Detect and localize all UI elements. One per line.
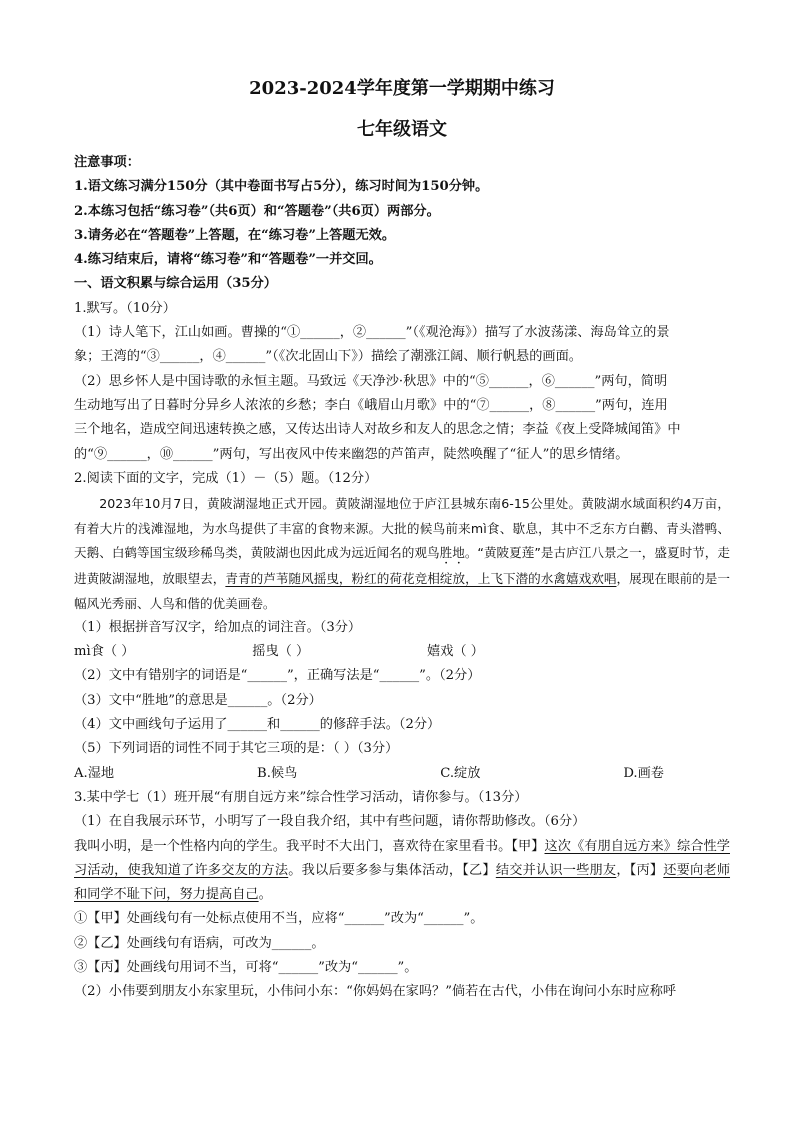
intro-text: ，【丙】	[616, 862, 664, 878]
self-introduction	[74, 835, 730, 908]
notes-item: 2.本练习包括“练习卷”（共6页）和“答题卷”（共6页）两部分。	[74, 203, 440, 219]
passage-underlined-sentence: 青青的芦苇随风摇曳，粉红的荷花竞相绽放，上飞下潜的水禽嬉戏欢唱	[225, 571, 617, 587]
section-heading: 一、语文积累与综合运用（35分）	[74, 276, 277, 292]
fix-item: ②【乙】处画线句有语病，可改为______。	[74, 935, 325, 951]
notes-item: 3.请务必在“答题卷”上答题，在“练习卷”上答题无效。	[74, 227, 396, 243]
pinyin-item: 嬉戏（ ）	[427, 644, 484, 660]
sub-question: （2）小伟要到朋友小东家里玩，小伟问小东：“你妈妈在家吗？”倘若在古代，小伟在询问小东时应称呼	[74, 984, 677, 1000]
passage-text: 。“黄陂夏莲”是古庐江八景之一，盛夏时节，走进黄陂湖湿地，放眼望去，	[74, 545, 731, 587]
question-stem: 2.阅读下面的文字，完成（1）－（5）题。（12分）	[74, 470, 378, 486]
question-stem: 3.某中学七（1）班开展“有朋自远方来”综合性学习活动，请你参与。（13分）	[74, 789, 528, 805]
reading-passage	[74, 492, 730, 616]
intro-text: 。	[258, 887, 272, 903]
notes-heading: 注意事项：	[74, 155, 140, 170]
answer-options	[74, 762, 664, 786]
notes-item: 4.练习结束后，请将“练习卷”和“答题卷”一并交回。	[74, 252, 382, 268]
option-a: A.湿地	[74, 765, 115, 781]
sub-question: （4）文中画线句子运用了______和______的修辞手法。（2分）	[74, 717, 441, 733]
pinyin-item: mì食（ ）	[74, 644, 135, 660]
intro-underlined-bing: 还要向老师和同学不耻下问，努力提高自己	[74, 862, 731, 903]
fix-item: ①【甲】处画线句有一处标点使用不当，应将“______”改为“______”。	[74, 911, 484, 927]
pinyin-item: 摇曳（ ）	[252, 644, 310, 660]
notes-block	[74, 151, 730, 272]
passage-dotted-word: 胜地	[439, 545, 465, 561]
passage-text: 2023年10月7日，黄陂湖湿地正式开园。黄陂湖湿地位于庐江县城东南6-15公里处。黄陂湖水域面积约4万亩，有着大片的浅滩湿地，为水鸟提供了丰富的食物来源。大批的候鸟前来mì食、歇息，其中不乏东方白鹳、青头潜鸭、天鹅、白鹤等国宝级珍稀鸟类，黄陂湖也因此成为远近闻名的观鸟	[74, 496, 730, 561]
question-text-line: 三个地名，造成空间迅速转换之感，又传达出诗人对故乡和友人的思念之情；李益《夜上受降城闻笛》中	[74, 422, 681, 438]
question-text-line: 生动地写出了日暮时分异乡人浓浓的乡愁；李白《峨眉山月歌》中的“⑦______，⑧______”两句，连用	[74, 397, 668, 413]
intro-text: 。我以后要多参与集体活动，【乙】	[288, 862, 496, 878]
question-text-line: （2）思乡怀人是中国诗歌的永恒主题。马致远《天净沙·秋思》中的“⑤______，⑥______”两句，简明	[74, 373, 668, 389]
intro-text: 我叫小明，是一个性格内向的学生。我平时不大出门，喜欢待在家里看书。【甲】	[74, 838, 545, 854]
sub-question: （2）文中有错别字的词语是“______”，正确写法是“______”。（2分）	[74, 668, 481, 684]
sub-question: （5）下列词语的词性不同于其它三项的是：（ ）（3分）	[74, 741, 399, 757]
passage-text: ，展现在眼前的是一幅风光秀丽、人鸟和偕的优美画卷。	[74, 571, 731, 611]
fix-item: ③【丙】处画线句用词不当，可将“______”改为“______”。	[74, 960, 418, 976]
sub-question: （3）文中“胜地”的意思是______。（2分）	[74, 692, 322, 708]
intro-underlined-jia: 这次《有朋自远方来》综合性学习活动，使我知道了许多交友的方法	[74, 838, 730, 878]
question-3	[74, 786, 730, 1005]
page-subtitle: 七年级语文	[357, 119, 447, 140]
option-b: B.候鸟	[257, 765, 298, 781]
page-title: 2023-2024学年度第一学期期中练习	[249, 78, 555, 99]
question-stem: 1.默写。（10分）	[74, 300, 176, 316]
question-text-line: 象；王湾的“③______，④______”（《次北固山下》）描绘了潮涨江阔、顺行帆悬的画面。	[74, 349, 582, 365]
question-text-line: （1）诗人笔下，江山如画。曹操的“①______，②______”（《观沧海》）描写了水波荡漾、海岛耸立的景	[74, 325, 670, 341]
sub-question: （1）在自我展示环节，小明写了一段自我介绍，其中有些问题，请你帮助修改。（6分）	[74, 814, 586, 830]
option-c: C.绽放	[440, 765, 481, 781]
question-1	[74, 297, 730, 467]
intro-underlined-yi: 结交并认识一些朋友	[495, 862, 617, 878]
question-text-line: 的“⑨______，⑩______”两句，写出夜风中传来幽怨的芦笛声，陡然唤醒了“征人”的思乡情绪。	[74, 446, 629, 462]
option-d: D.画卷	[623, 765, 664, 781]
sub-question: （1）根据拼音写汉字，给加点的词注音。（3分）	[74, 620, 362, 636]
exam-page	[74, 74, 730, 1005]
pinyin-items	[74, 640, 484, 664]
notes-item: 1.语文练习满分150分（其中卷面书写占5分），练习时间为150分钟。	[74, 179, 489, 195]
question-2	[74, 467, 730, 786]
